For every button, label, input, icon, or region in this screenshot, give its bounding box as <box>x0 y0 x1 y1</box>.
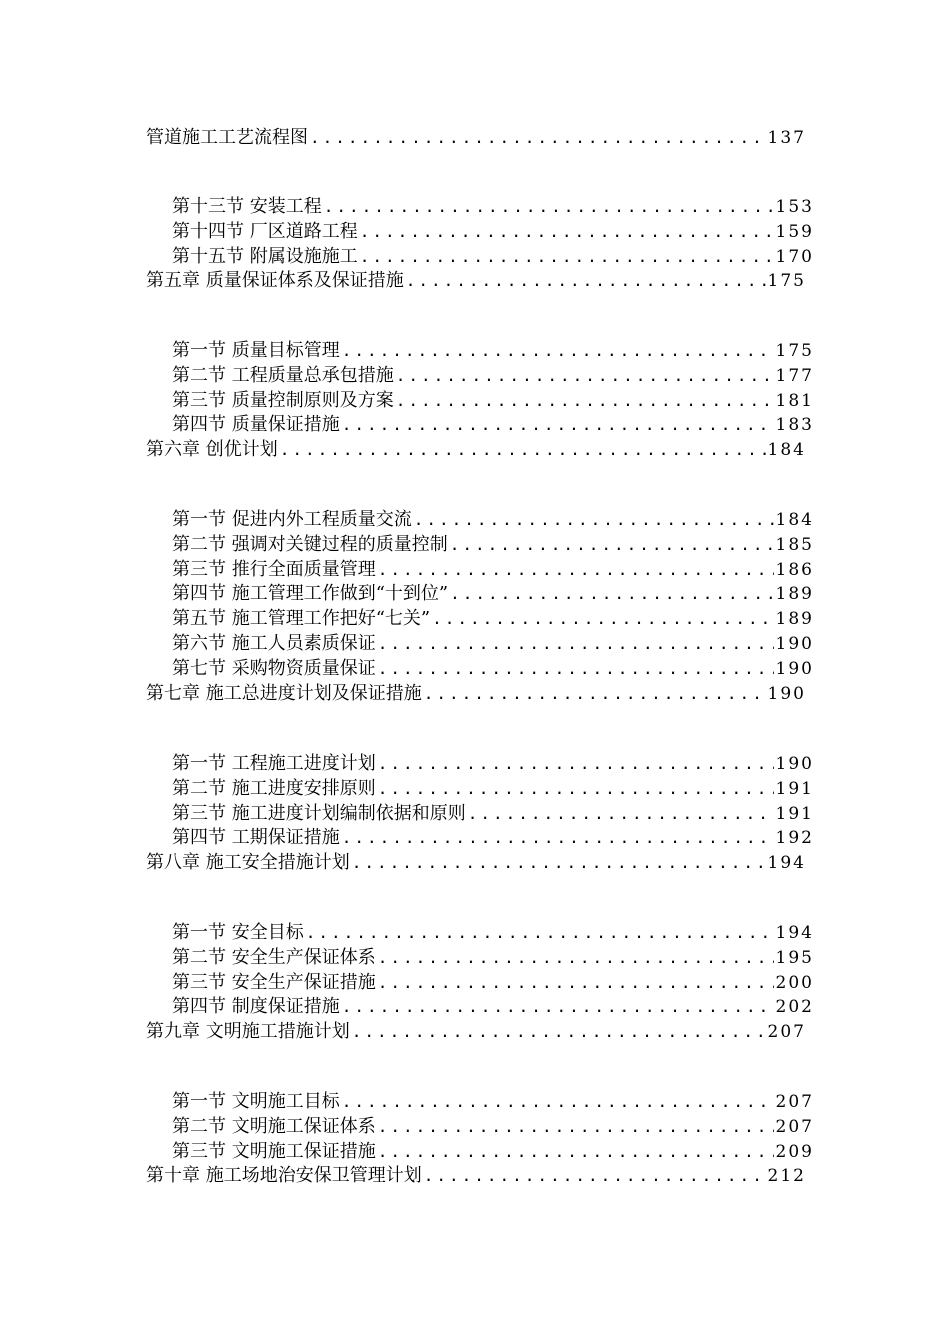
toc-entry-label: 第四节 工期保证措施 <box>172 827 340 848</box>
toc-section-entry <box>172 1090 814 1114</box>
toc-section-entry <box>172 752 814 776</box>
toc-page-number: 190 <box>775 634 814 654</box>
toc-page-number: 207 <box>775 1092 814 1112</box>
toc-section-entry <box>172 533 814 557</box>
toc-dot-leader <box>378 946 774 970</box>
toc-entry-label: 第五章 质量保证体系及保证措施 <box>146 270 404 291</box>
toc-page-number: 212 <box>767 1166 806 1186</box>
toc-entry-label: 第一节 促进内外工程质量交流 <box>172 509 412 530</box>
toc-dot-leader <box>352 851 766 875</box>
toc-dot-leader <box>352 1020 766 1044</box>
toc-chapter-entry <box>146 1020 806 1044</box>
toc-section-entry <box>172 195 814 219</box>
toc-section-entry <box>172 826 814 850</box>
toc-dot-leader <box>414 508 774 532</box>
toc-dot-leader <box>310 126 766 150</box>
toc-entry-label: 第三节 安全生产保证措施 <box>172 972 376 993</box>
toc-page-number: 194 <box>775 923 814 943</box>
toc-entry-label: 第三节 施工进度计划编制依据和原则 <box>172 803 466 824</box>
toc-page-number: 195 <box>775 948 814 968</box>
toc-page-number: 137 <box>767 128 806 148</box>
toc-section-entry <box>172 339 814 363</box>
toc-page-number: 190 <box>775 659 814 679</box>
toc-entry-label: 第二节 文明施工保证体系 <box>172 1116 376 1137</box>
toc-page-number: 200 <box>775 973 814 993</box>
toc-entry-label: 第六章 创优计划 <box>146 439 278 460</box>
toc-page-number: 194 <box>767 853 806 873</box>
toc-page-number: 190 <box>767 684 806 704</box>
toc-entry-label: 第二节 工程质量总承包措施 <box>172 365 394 386</box>
toc-dot-leader <box>396 364 774 388</box>
toc-entry-label: 第十五节 附属设施施工 <box>172 246 358 267</box>
toc-section-entry <box>172 1115 814 1139</box>
toc-dot-leader <box>406 269 766 293</box>
toc-page-number: 207 <box>767 1022 806 1042</box>
toc-page-number: 191 <box>775 779 814 799</box>
toc-entry-label: 第四节 质量保证措施 <box>172 414 340 435</box>
toc-dot-leader <box>378 1140 774 1164</box>
toc-dot-leader <box>360 220 774 244</box>
toc-page-number: 177 <box>775 366 814 386</box>
toc-entry-label: 第五节 施工管理工作把好“七关” <box>172 608 431 629</box>
toc-entry-label: 第十章 施工场地治安保卫管理计划 <box>146 1165 422 1186</box>
toc-dot-leader <box>378 752 774 776</box>
toc-dot-leader <box>450 533 774 557</box>
toc-page-number: 175 <box>767 271 806 291</box>
toc-dot-leader <box>378 558 774 582</box>
toc-section-entry <box>172 364 814 388</box>
toc-page-number: 153 <box>775 197 814 217</box>
toc-section-entry <box>172 508 814 532</box>
toc-section-entry <box>172 220 814 244</box>
toc-entry-label: 第三节 质量控制原则及方案 <box>172 390 394 411</box>
toc-page-number: 183 <box>775 415 814 435</box>
toc-chapter-entry <box>146 269 806 293</box>
toc-entry-label: 第八章 施工安全措施计划 <box>146 852 350 873</box>
toc-entry-label: 第十三节 安装工程 <box>172 196 322 217</box>
toc-dot-leader <box>342 1090 774 1114</box>
toc-page-number: 189 <box>775 609 814 629</box>
toc-entry-label: 第六节 施工人员素质保证 <box>172 633 376 654</box>
toc-entry-label: 第一节 文明施工目标 <box>172 1091 340 1112</box>
toc-section-entry <box>172 921 814 945</box>
toc-dot-leader <box>342 826 774 850</box>
toc-entry-label: 第九章 文明施工措施计划 <box>146 1021 350 1042</box>
toc-page-number: 209 <box>775 1142 814 1162</box>
toc-entry-label: 第三节 推行全面质量管理 <box>172 559 376 580</box>
toc-section-entry <box>172 995 814 1019</box>
toc-dot-leader <box>342 413 774 437</box>
toc-entry-label: 第十四节 厂区道路工程 <box>172 221 358 242</box>
toc-chapter-entry <box>146 851 806 875</box>
toc-page-number: 190 <box>775 754 814 774</box>
toc-page-number: 181 <box>775 391 814 411</box>
toc-section-entry <box>172 802 814 826</box>
toc-section-entry <box>172 558 814 582</box>
toc-dot-leader <box>468 802 774 826</box>
toc-section-entry <box>172 777 814 801</box>
toc-dot-leader <box>450 582 773 606</box>
toc-entry-label: 第四节 施工管理工作做到“十到位” <box>172 583 449 604</box>
toc-page-number: 189 <box>775 584 814 604</box>
toc-entry-label: 第一节 质量目标管理 <box>172 340 340 361</box>
toc-page-number: 191 <box>775 804 814 824</box>
toc-dot-leader <box>280 438 766 462</box>
toc-dot-leader <box>378 632 774 656</box>
toc-chapter-entry <box>146 682 806 706</box>
toc-dot-leader <box>306 921 774 945</box>
toc-entry-label: 第二节 安全生产保证体系 <box>172 947 376 968</box>
toc-dot-leader <box>342 339 774 363</box>
toc-entry-label: 第三节 文明施工保证措施 <box>172 1141 376 1162</box>
toc-section-entry <box>172 971 814 995</box>
toc-page-number: 159 <box>775 222 814 242</box>
toc-section-entry <box>172 582 814 606</box>
toc-section-entry <box>172 632 814 656</box>
toc-entry-label: 第二节 强调对关键过程的质量控制 <box>172 534 448 555</box>
toc-dot-leader <box>324 195 774 219</box>
toc-dot-leader <box>378 971 774 995</box>
toc-page-number: 175 <box>775 341 814 361</box>
toc-page-number: 192 <box>775 828 814 848</box>
toc-section-entry <box>172 1140 814 1164</box>
toc-section-entry <box>172 413 814 437</box>
toc-dot-leader <box>396 389 774 413</box>
toc-chapter-entry <box>146 126 806 150</box>
toc-entry-label: 第七章 施工总进度计划及保证措施 <box>146 683 422 704</box>
toc-dot-leader <box>378 657 774 681</box>
toc-dot-leader <box>424 1164 766 1188</box>
toc-page-number: 202 <box>775 997 814 1017</box>
toc-dot-leader <box>424 682 766 706</box>
toc-page-number: 184 <box>767 440 806 460</box>
toc-dot-leader <box>378 777 774 801</box>
toc-page-number: 185 <box>775 535 814 555</box>
toc-entry-label: 第一节 安全目标 <box>172 922 304 943</box>
toc-entry-label: 管道施工工艺流程图 <box>146 127 308 148</box>
toc-entry-label: 第二节 施工进度安排原则 <box>172 778 376 799</box>
toc-section-entry <box>172 389 814 413</box>
toc-chapter-entry <box>146 438 806 462</box>
toc-dot-leader <box>342 995 774 1019</box>
toc-entry-label: 第七节 采购物资质量保证 <box>172 658 376 679</box>
toc-section-entry <box>172 946 814 970</box>
toc-dot-leader <box>360 245 774 269</box>
toc-dot-leader <box>432 607 773 631</box>
toc-page-number: 186 <box>775 560 814 580</box>
toc-chapter-entry <box>146 1164 806 1188</box>
toc-dot-leader <box>378 1115 774 1139</box>
toc-entry-label: 第四节 制度保证措施 <box>172 996 340 1017</box>
toc-page-number: 207 <box>775 1117 814 1137</box>
toc-page-number: 184 <box>775 510 814 530</box>
toc-entry-label: 第一节 工程施工进度计划 <box>172 753 376 774</box>
toc-section-entry <box>172 607 814 631</box>
toc-section-entry <box>172 657 814 681</box>
toc-page-number: 170 <box>775 247 814 267</box>
toc-section-entry <box>172 245 814 269</box>
